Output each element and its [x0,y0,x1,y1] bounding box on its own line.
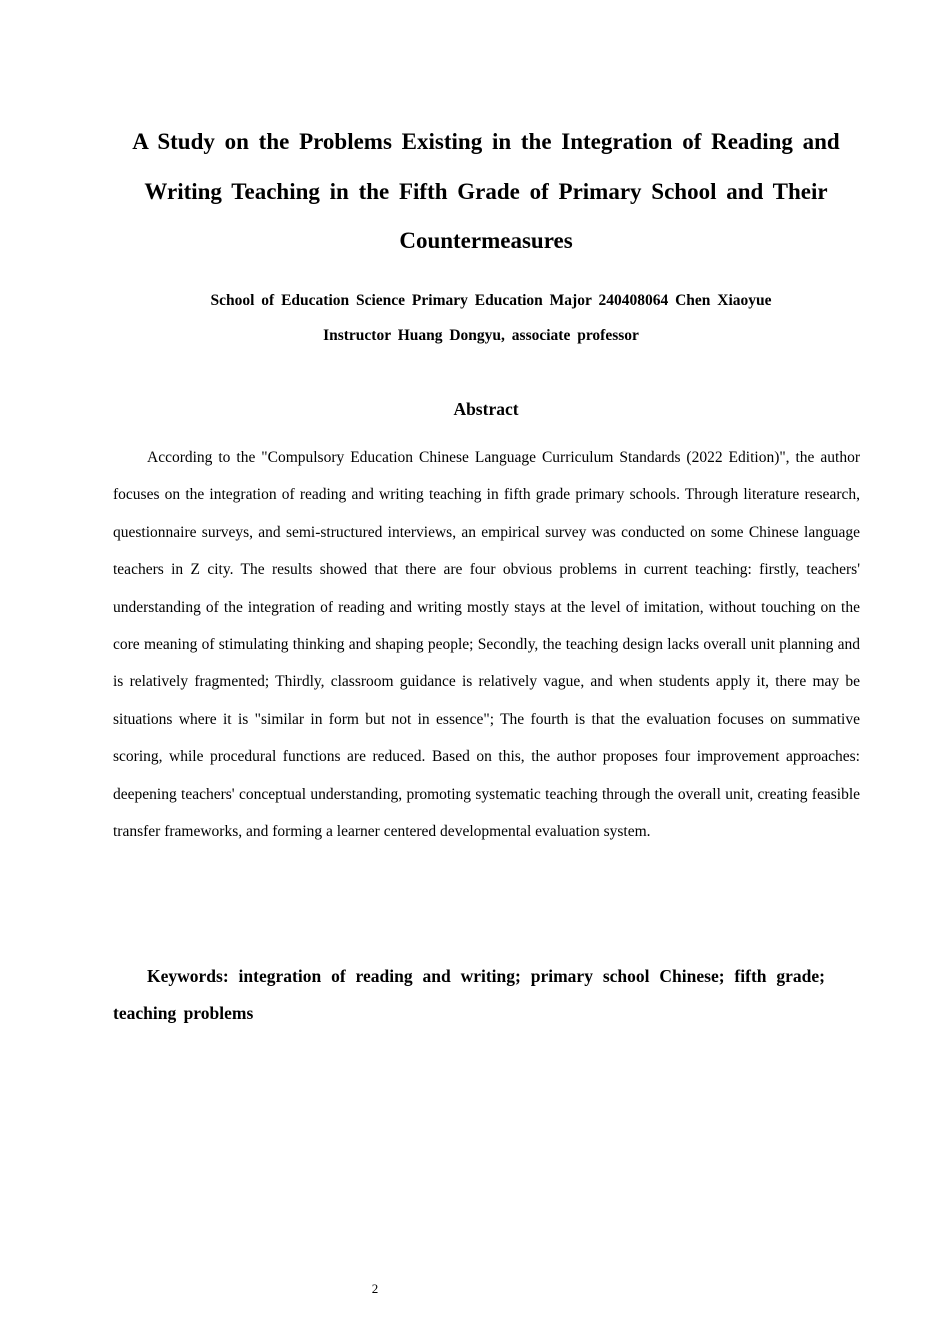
author-affiliation: School of Education Science Primary Education Major 240408064 Chen Xiaoyue [210,292,772,309]
keywords-line: Keywords: integration of reading and writing; primary school Chinese; fifth grade; teaching problems [113,966,825,1024]
abstract-heading: Abstract [453,399,519,419]
paper-title: A Study on the Problems Existing in the Integration of Reading and Writing Teaching in the Fifth Grade of Primary School and Their Countermeasures [132,129,840,253]
instructor-line: Instructor Huang Dongyu, associate professor [323,327,639,344]
abstract-body: According to the "Compulsory Education Chinese Language Curriculum Standards (2022 Edition)", the author focuses on the integration of reading and writing teaching in fifth grade primary schools. Through literature research, questionnaire surveys, and semi-structured interviews, an empirical survey was conducted on some Chinese language teachers in Z city. The results showed that there are four obvious problems in current teaching: firstly, teachers' understanding of the integration of reading and writing mostly stays at the level of imitation, without touching on the core meaning of stimulating thinking and shaping people; Secondly, the teaching design lacks overall unit planning and is relatively fragmented; Thirdly, classroom guidance is relatively vague, and when students apply it, there may be situations where it is "similar in form but not in essence"; The fourth is that the evaluation focuses on summative scoring, while procedural functions are reduced. Based on this, the author proposes four improvement approaches: deepening teachers' conceptual understanding, promoting systematic teaching through the overall unit, creating feasible transfer frameworks, and forming a learner centered developmental evaluation system. [113,449,860,841]
page-number: 2 [371,1281,379,1296]
